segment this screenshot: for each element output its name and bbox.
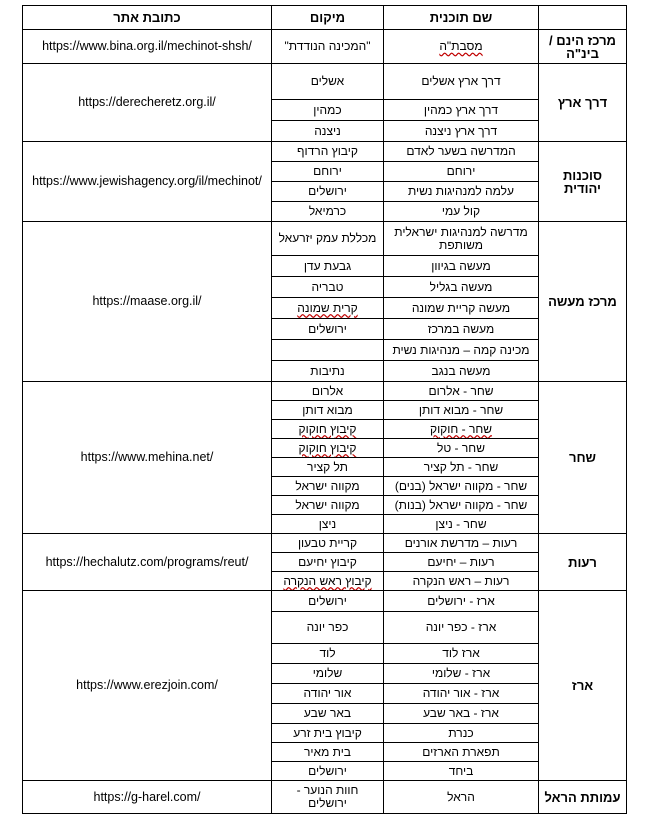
program-cell: דרך ארץ אשלים (384, 64, 539, 100)
table-row (23, 591, 627, 612)
location-cell: באר שבע (272, 704, 384, 724)
table-row (23, 142, 627, 162)
program-cell: כנרת (384, 724, 539, 743)
program-cell: עלמה למנהיגות נשית (384, 182, 539, 202)
location-cell: כפר יונה (272, 612, 384, 644)
program-cell: מדרשה למנהיגות ישראלית משותפת (384, 222, 539, 256)
organization-cell: דרך ארץ (539, 64, 627, 142)
program-cell: מכינה קמה – מנהיגות נשית (384, 340, 539, 361)
program-cell: מעשה קריית שמונה (384, 298, 539, 319)
program-cell: מסבת"ה (384, 30, 539, 64)
location-cell: אלרום (272, 382, 384, 401)
location-cell: ירושלים (272, 591, 384, 612)
table-row (23, 222, 627, 256)
location-cell: "המכינה הנודדת" (272, 30, 384, 64)
location-cell: קיבוץ בית זרע (272, 724, 384, 743)
program-cell: מעשה בגיוון (384, 256, 539, 277)
program-cell: קול עמי (384, 202, 539, 222)
location-cell: כמהין (272, 100, 384, 121)
website-link[interactable]: https://hechalutz.com/programs/reut/ (23, 534, 272, 591)
program-cell: שחר - מקווה ישראל (בנים) (384, 477, 539, 496)
location-cell: מקווה ישראל (272, 477, 384, 496)
location-cell: קיבוץ חוקוק (272, 439, 384, 458)
location-cell: חוות הנוער - ירושלים (272, 781, 384, 814)
programs-table (22, 5, 627, 814)
location-cell: מבוא דותן (272, 401, 384, 420)
program-cell: רעות – יחיעם (384, 553, 539, 572)
program-cell: שחר - תל קציר (384, 458, 539, 477)
table-row (23, 30, 627, 64)
program-cell: ארז - באר שבע (384, 704, 539, 724)
program-cell: הראל (384, 781, 539, 814)
website-link[interactable]: https://www.mehina.net/ (23, 382, 272, 534)
program-cell: מעשה במרכז (384, 319, 539, 340)
program-cell: ארז - שלומי (384, 664, 539, 684)
program-cell: ארז - כפר יונה (384, 612, 539, 644)
organization-cell: מרכז מעשה (539, 222, 627, 382)
website-link[interactable]: https://g-harel.com/ (23, 781, 272, 814)
location-cell: לוד (272, 644, 384, 664)
website-link[interactable]: https://www.jewishagency.org/il/mechinot/ (23, 142, 272, 222)
location-cell: ירושלים (272, 319, 384, 340)
location-cell: ניצן (272, 515, 384, 534)
organization-cell: רעות (539, 534, 627, 591)
program-cell: ארז - אור יהודה (384, 684, 539, 704)
location-cell: קיבוץ יחיעם (272, 553, 384, 572)
header-website: כתובת אתר (23, 6, 272, 30)
location-cell: נתיבות (272, 361, 384, 382)
location-cell: קיבוץ חוקוק (272, 420, 384, 439)
program-cell: דרך ארץ כמהין (384, 100, 539, 121)
location-cell (272, 340, 384, 361)
location-cell: כרמיאל (272, 202, 384, 222)
website-link[interactable]: https://maase.org.il/ (23, 222, 272, 382)
location-cell: טבריה (272, 277, 384, 298)
program-cell: רעות – מדרשת אורנים (384, 534, 539, 553)
program-cell: ירוחם (384, 162, 539, 182)
program-cell: דרך ארץ ניצנה (384, 121, 539, 142)
location-cell: גבעת עדן (272, 256, 384, 277)
location-cell: מקווה ישראל (272, 496, 384, 515)
location-cell: מכללת עמק יזרעאל (272, 222, 384, 256)
location-cell: שלומי (272, 664, 384, 684)
location-cell: תל קציר (272, 458, 384, 477)
program-cell: שחר - אלרום (384, 382, 539, 401)
program-cell: שחר - מקווה ישראל (בנות) (384, 496, 539, 515)
program-cell: מעשה בגליל (384, 277, 539, 298)
program-cell: ארז - ירושלים (384, 591, 539, 612)
table-row (23, 781, 627, 814)
table-row (23, 64, 627, 100)
organization-cell: שחר (539, 382, 627, 534)
table-row (23, 382, 627, 401)
location-cell: קריית טבעון (272, 534, 384, 553)
website-link[interactable]: https://www.erezjoin.com/ (23, 591, 272, 781)
header-row (23, 6, 627, 30)
website-link[interactable]: https://derecheretz.org.il/ (23, 64, 272, 142)
table-body (23, 30, 627, 814)
organization-cell: סוכנות יהודית (539, 142, 627, 222)
location-cell: קיבוץ ראש הנקרה (272, 572, 384, 591)
program-cell: רעות – ראש הנקרה (384, 572, 539, 591)
location-cell: אור יהודה (272, 684, 384, 704)
organization-cell: ארז (539, 591, 627, 781)
organization-cell: מרכז הינם / בינ"ה (539, 30, 627, 64)
location-cell: בית מאיר (272, 743, 384, 762)
organization-cell: עמותת הראל (539, 781, 627, 814)
program-cell: שחר - טל (384, 439, 539, 458)
location-cell: קרית שמונה (272, 298, 384, 319)
program-cell: ארז לוד (384, 644, 539, 664)
program-cell: שחר - מבוא דותן (384, 401, 539, 420)
location-cell: אשלים (272, 64, 384, 100)
program-cell: שחר - חוקוק (384, 420, 539, 439)
program-cell: ביחד (384, 762, 539, 781)
table-row (23, 534, 627, 553)
program-cell: תפארת הארזים (384, 743, 539, 762)
program-cell: מעשה בנגב (384, 361, 539, 382)
location-cell: ניצנה (272, 121, 384, 142)
location-cell: ירוחם (272, 162, 384, 182)
location-cell: ירושלים (272, 182, 384, 202)
location-cell: ירושלים (272, 762, 384, 781)
header-location: מיקום (272, 6, 384, 30)
program-cell: המדרשה בשער לאדם (384, 142, 539, 162)
program-cell: שחר - ניצן (384, 515, 539, 534)
location-cell: קיבוץ הרדוף (272, 142, 384, 162)
header-center (539, 6, 627, 30)
website-link[interactable]: https://www.bina.org.il/mechinot-shsh/ (23, 30, 272, 64)
header-program: שם תוכנית (384, 6, 539, 30)
